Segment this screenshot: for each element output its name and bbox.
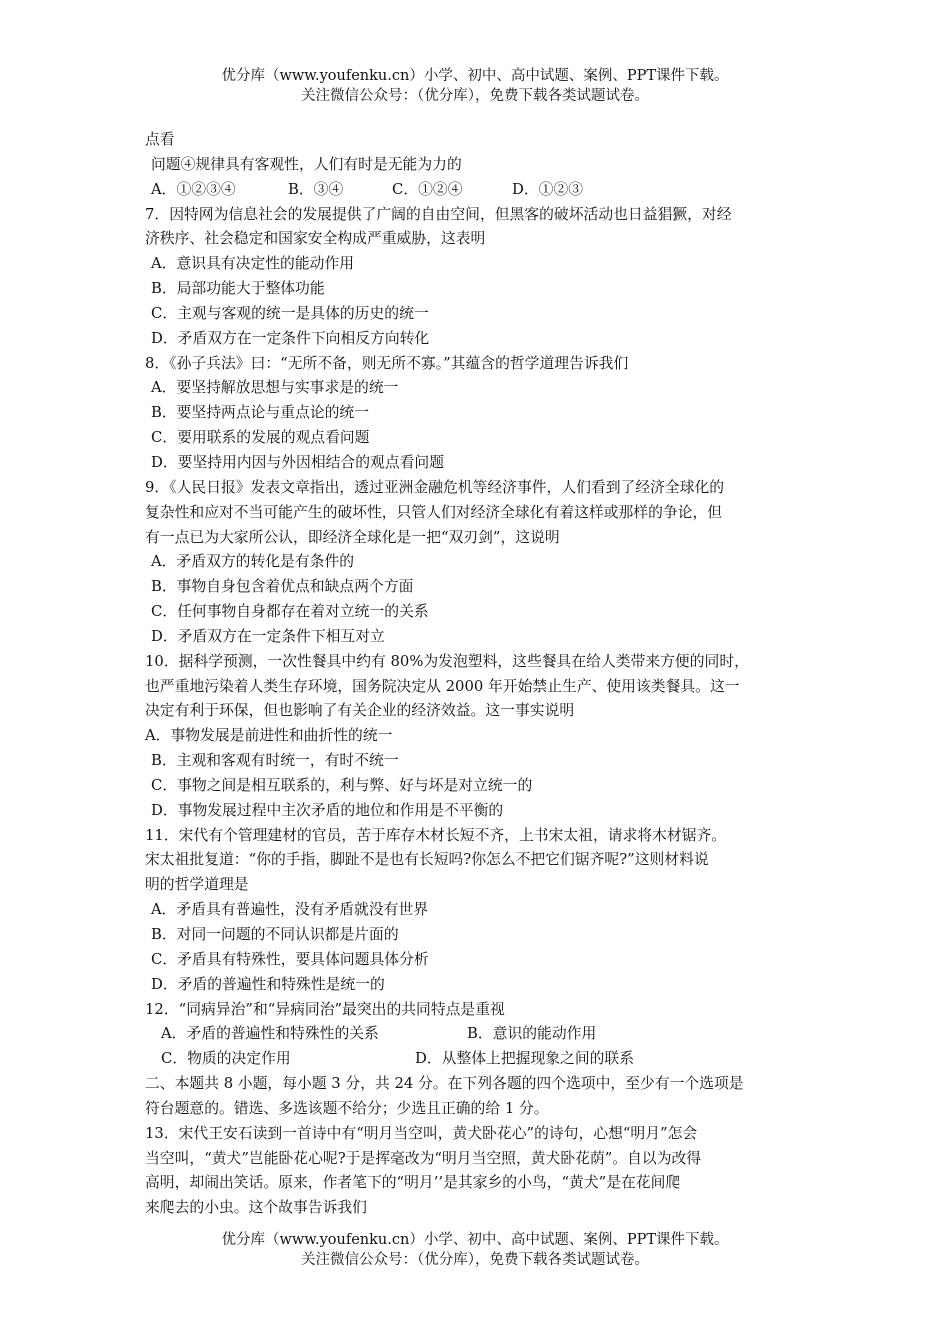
q10-option-d: D．事物发展过程中主次矛盾的地位和作用是不平衡的 [151,801,504,819]
q7-stem-cont: 济秩序、社会稳定和国家安全构成严重威胁，这表明 [145,230,486,248]
q6-options [145,178,825,203]
q9-stem: 9．《人民日报》发表文章指出，透过亚洲金融危机等经济事件，人们看到了经济全球化的 [145,478,725,496]
section-2-heading: 二、本题共 8 小题，每小题 3 分，共 24 分。在下列各题的四个选项中，至少有一个选项是 [145,1075,744,1093]
q8-option-d: D．要坚持用内因与外因相结合的观点看问题 [151,453,445,471]
q7-option-c: C．主观与客观的统一是具体的历史的统一 [151,304,429,322]
q12-option-d: D．从整体上把握现象之间的联系 [415,1050,635,1068]
q6-option-a: A．①②③④ [151,180,236,198]
q11-stem: 11．宋代有个管理建材的官员，苦于库存木材长短不齐，上书宋太祖，请求将木材锯齐。 [145,826,727,844]
q11-option-b: B．对同一问题的不同认识都是片面的 [151,926,399,943]
q10-option-a: A．事物发展是前进性和曲折性的统一 [145,727,393,745]
q10-stem-cont-1: 也严重地污染着人类生存环境，国务院决定从 2000 年开始禁止生产、使用该类餐具。这一 [145,677,740,695]
section-2-heading-cont: 符台题意的。错选、多选该题不给分；少选且正确的给 1 分。 [145,1099,549,1117]
footer-line-1: 优分库（www.youfenku.cn）小学、初中、高中试题、案例、PPT课件下载。 [221,1232,729,1248]
q10-stem-cont-2: 决定有利于环保，但也影响了有关企业的经济效益。这一事实说明 [145,702,575,720]
q7-option-d: D．矛盾双方在一定条件下向相反方向转化 [151,329,430,347]
header-line-1: 优分库（www.youfenku.cn）小学、初中、高中试题、案例、PPT课件下载。 [221,68,729,84]
page-footer [0,1230,950,1270]
footer-line-2: 关注微信公众号：（优分库），免费下载各类试题试卷。 [301,1252,649,1268]
q11-option-a: A．矛盾具有普遍性，没有矛盾就没有世界 [151,901,429,919]
q13-stem-cont-2: 高明，却闹出笑话。原来，作者笔下的“明月’’是其家乡的小鸟，“黄犬”是在花间爬 [145,1174,681,1192]
document-body [145,128,825,1221]
q12-option-c: C．物质的决定作用 [161,1050,291,1068]
q6-continuation: 点看 [145,131,175,148]
q9-stem-cont-1: 复杂性和应对不当可能产生的破坏性，只管人们对经济全球化有着这样或那样的争论，但 [145,503,723,521]
q9-stem-cont-2: 有一点已为大家所公认，即经济全球化是一把“双刃剑”，这说明 [145,528,560,546]
q12-option-b: B．意识的能动作用 [467,1025,597,1043]
q10-stem: 10．据科学预测，一次性餐具中约有 80%为发泡塑料，这些餐具在给人类带来方便的同时， [145,652,749,670]
q8-option-b: B．要坚持两点论与重点论的统一 [151,404,370,422]
q11-stem-cont-1: 宋太祖批复道：“你的手指，脚趾不是也有长短吗?你怎么不把它们锯齐呢?”这则材料说 [145,851,709,869]
q12-options-row-2 [145,1047,825,1072]
page-header [0,66,950,106]
q13-stem-cont-3: 来爬去的小虫。这个故事告诉我们 [145,1199,367,1217]
q9-option-b: B．事物自身包含着优点和缺点两个方面 [151,578,414,596]
q11-option-d: D．矛盾的普遍性和特殊性是统一的 [151,975,385,993]
q10-option-b: B．主观和客观有时统一，有时不统一 [151,752,399,770]
q12-options-row-1 [145,1022,825,1047]
q9-option-c: C．任何事物自身都存在着对立统一的关系 [151,603,429,621]
q12-stem: 12．“同病异治”和“异病同治”最突出的共同特点是重视 [145,1000,505,1018]
q8-stem: 8．《孙子兵法》曰：“无所不备，则无所不寡。”其蕴含的哲学道理告诉我们 [145,354,629,372]
q7-option-b: B．局部功能大于整体功能 [151,280,325,298]
q12-option-a: A．矛盾的普遍性和特殊性的关系 [161,1025,379,1043]
q7-stem: 7．因特网为信息社会的发展提供了广阔的自由空间，但黑客的破坏活动也日益猖獗，对经 [145,205,732,223]
q6-option-d: D．①②③ [512,180,584,198]
q11-option-c: C．矛盾具有特殊性，要具体问题具体分析 [151,950,429,968]
q7-option-a: A．意识具有决定性的能动作用 [151,255,355,273]
q9-option-d: D．矛盾双方在一定条件下相互对立 [151,627,385,645]
q13-stem: 13．宋代王安石读到一首诗中有“明月当空叫，黄犬卧花心”的诗句，心想“明月”怎会 [145,1124,698,1142]
q9-option-a: A．矛盾双方的转化是有条件的 [151,553,355,571]
q6-item-4: 问题④规律具有客观性，人们有时是无能为力的 [151,155,462,173]
q8-option-c: C．要用联系的发展的观点看问题 [151,429,370,447]
header-line-2: 关注微信公众号：（优分库），免费下载各类试题试卷。 [301,88,649,104]
q8-option-a: A．要坚持解放思想与实事求是的统一 [151,379,399,397]
q10-option-c: C．事物之间是相互联系的，利与弊、好与坏是对立统一的 [151,776,533,794]
q6-option-b: B．③④ [288,180,344,198]
q13-stem-cont-1: 当空叫，“黄犬”岂能卧花心呢?于是挥毫改为“明月当空照，黄犬卧花荫”。自以为改得 [145,1149,702,1167]
q11-stem-cont-2: 明的哲学道理是 [145,876,249,894]
q6-option-c: C．①②④ [392,180,463,198]
